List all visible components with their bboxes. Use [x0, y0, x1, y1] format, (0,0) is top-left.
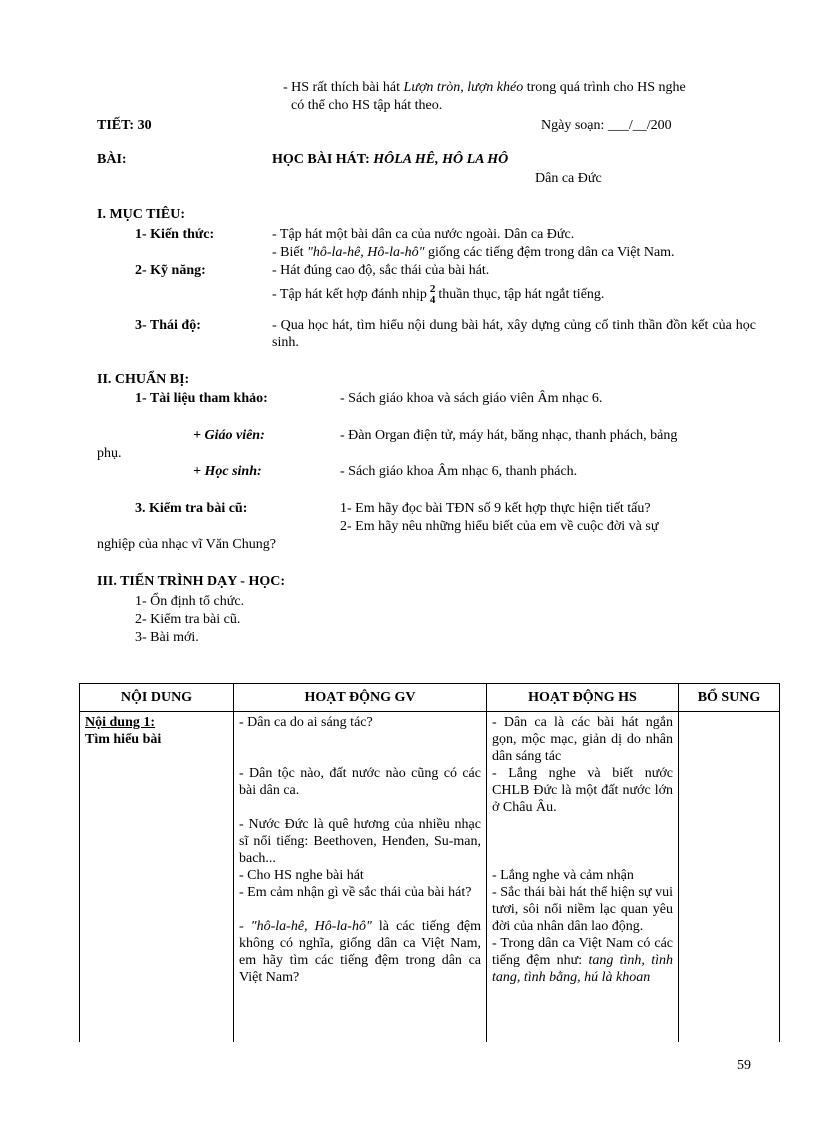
knowledge-label: 1- Kiến thức:	[135, 227, 215, 242]
check-label: 3. Kiểm tra bài cũ:	[135, 501, 248, 516]
gv-question-1: - Dân ca do ai sáng tác?	[239, 715, 373, 730]
reference-label: 1- Tài liệu tham khảo:	[135, 391, 268, 406]
hs-answer-5: - Trong dân ca Việt Nam có các tiếng đệm như: tang tình, tình tang, tình bằng, hú là khoan	[492, 936, 674, 985]
supplement-cell	[679, 712, 780, 1043]
header-supplement: BỔ SUNG	[679, 684, 780, 712]
song-origin: Dân ca Đức	[535, 171, 602, 186]
content-title: Nội dung 1:	[85, 715, 156, 730]
lesson-label: BÀI:	[97, 152, 127, 167]
intro-line-2: có thể cho HS tập hát theo.	[291, 98, 443, 113]
gv-note-2: - Dân tộc nào, đất nước nào cũng có các bài dân ca.	[239, 766, 481, 798]
section-objectives-title: I. MỤC TIÊU:	[97, 207, 186, 222]
gv-note-3: - Nước Đức là quê hương của nhiều nhạc sĩ nổi tiếng: Beethoven, Henđen, Su-man, bach...	[239, 817, 481, 866]
lesson-table	[79, 683, 780, 1042]
teacher-activity-cell	[234, 712, 487, 1043]
table-header-row	[80, 684, 780, 712]
section-process-title: III. TIẾN TRÌNH DẠY - HỌC:	[97, 574, 285, 589]
check-question-2-cont: nghiệp của nhạc vĩ Văn Chung?	[97, 537, 276, 552]
table-row	[80, 712, 780, 1043]
student-label: + Học sinh:	[193, 464, 262, 479]
skill-item-1: - Hát đúng cao độ, sắc thái của bài hát.	[272, 263, 490, 278]
content-subtitle: Tìm hiểu bài	[85, 732, 162, 747]
skill-label: 2- Kỹ năng:	[135, 263, 206, 278]
check-question-2: 2- Em hãy nêu những hiểu biết của em về cuộc đời và sự	[340, 519, 659, 534]
prep-date: Ngày soạn: ___/__/200	[541, 118, 672, 133]
intro-line-1: - HS rất thích bài hát Lượn tròn, lượn khéo trong quá trình cho HS nghe	[283, 80, 686, 95]
lesson-title: HỌC BÀI HÁT: HÔLA HÊ, HÔ LA HÔ	[272, 152, 509, 167]
page-number: 59	[737, 1058, 751, 1073]
knowledge-item-1: - Tập hát một bài dân ca của nước ngoài. Dân ca Đức.	[272, 227, 575, 242]
section-preparation-title: II. CHUẨN BỊ:	[97, 372, 190, 387]
knowledge-item-2: - Biết "hô-la-hê, Hô-la-hô" giống các tiếng đệm trong dân ca Việt Nam.	[272, 245, 675, 260]
teacher-label: + Giáo viên:	[193, 428, 265, 443]
step-2: 2- Kiểm tra bài cũ.	[135, 612, 241, 627]
hs-answer-1: - Dân ca là các bài hát ngắn gọn, mộc mạc, giản dị do nhân dân sáng tác	[492, 715, 673, 764]
step-3: 3- Bài mới.	[135, 630, 199, 645]
step-1: 1- Ổn định tổ chức.	[135, 594, 245, 609]
header-teacher-activity: HOẠT ĐỘNG GV	[234, 684, 487, 712]
gv-question-6: - "hô-la-hê, Hô-la-hô" là các tiếng đệm không có nghĩa, giống dân ca Việt Nam, em hãy tìm các tiếng đệm trong dân ca Việt Nam?	[239, 919, 481, 985]
song-name: Lượn tròn, lượn khéo	[403, 80, 524, 95]
student-text: - Sách giáo khoa Âm nhạc 6, thanh phách.	[340, 464, 578, 479]
attitude-text: - Qua học hát, tìm hiểu nội dung bài hát, xây dựng củng cố tinh thần đồn kết của học sinh.	[272, 318, 756, 350]
check-question-1: 1- Em hãy đọc bài TĐN số 9 kết hợp thực hiện tiết tấu?	[340, 501, 651, 516]
student-activity-cell	[487, 712, 679, 1043]
hs-answer-2: - Lắng nghe và biết nước CHLB Đức là một đất nước lớn ở Châu Âu.	[492, 766, 673, 815]
time-signature: 2 4	[429, 282, 436, 306]
song-title: HÔLA HÊ, HÔ LA HÔ	[373, 152, 509, 167]
lesson-number: TIẾT: 30	[97, 118, 152, 133]
teacher-text-cont: phụ.	[97, 446, 122, 461]
gv-action-4: - Cho HS nghe bài hát	[239, 868, 364, 883]
gv-question-5: - Em cảm nhận gì về sắc thái của bài hát?	[239, 885, 472, 900]
hs-answer-3: - Lắng nghe và cảm nhận	[492, 868, 634, 883]
reference-text: - Sách giáo khoa và sách giáo viên Âm nhạc 6.	[340, 391, 603, 406]
teacher-text: - Đàn Organ điện tử, máy hát, băng nhạc, thanh phách, bảng	[340, 428, 678, 443]
header-content: NỘI DUNG	[80, 684, 234, 712]
content-cell	[80, 712, 234, 1043]
hs-answer-4: - Sắc thái bài hát thể hiện sự vui tươi, sôi nổi niềm lạc quan yêu đời của nhân dân lao động.	[492, 885, 673, 934]
header-student-activity: HOẠT ĐỘNG HS	[487, 684, 679, 712]
attitude-label: 3- Thái độ:	[135, 318, 201, 333]
skill-item-2: - Tập hát kết hợp đánh nhịp 2 4 thuần thục, tập hát ngắt tiếng.	[272, 282, 605, 306]
